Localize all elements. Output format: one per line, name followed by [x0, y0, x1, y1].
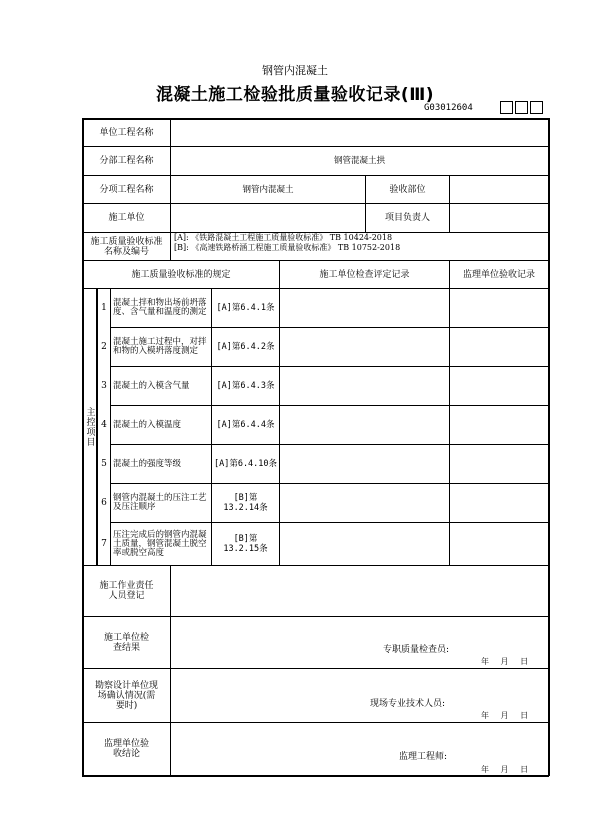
document-subtitle: 钢管内混凝土: [262, 64, 328, 77]
standard-values: [171, 233, 548, 260]
form-code: G03012604: [424, 103, 473, 113]
item-ref: [B]第13.2.14条: [223, 493, 268, 513]
code-box-3[interactable]: [530, 101, 543, 114]
supervisor-record-field[interactable]: [450, 445, 548, 483]
supervisor-record-field[interactable]: [450, 406, 548, 444]
item-ref: [A]第6.4.10条: [213, 459, 278, 469]
supervisor-record-field[interactable]: [450, 523, 548, 565]
unit-project-label: 单位工程名称: [99, 127, 154, 138]
standard-label-line-2: 名称及编号: [103, 246, 149, 257]
project-leader-label: 项目负责人: [384, 213, 430, 223]
construction-unit-label: 施工单位: [108, 213, 145, 223]
item-text: 混凝土的入模温度: [113, 420, 182, 430]
code-box-1[interactable]: [500, 101, 513, 114]
standard-label-line-1: 施工质量验收标准: [90, 236, 163, 247]
survey-signer-label: 现场专业技术人员:: [370, 699, 446, 709]
supervisor-record-field[interactable]: [450, 328, 548, 366]
standard-a: [A]: 《铁路混凝土工程施工质量验收标准》 TB 10424-2018: [174, 233, 393, 242]
construction-unit-field[interactable]: [171, 204, 365, 232]
standard-b: [B]: 《高速铁路桥涵工程施工质量验收标准》 TB 10752-2018: [174, 243, 401, 252]
worker-registration-label: 施工作业责任人员登记: [99, 581, 154, 601]
item-text: 压注完成后的钢管内混凝土质量，钢管混凝土脱空率或脱空高度: [113, 529, 207, 558]
item-no: 5: [101, 459, 107, 469]
contractor-date: 年 月 日: [481, 657, 529, 666]
subitem-field[interactable]: 钢管内混凝土: [242, 184, 294, 195]
item-no: 3: [101, 381, 107, 391]
contractor-record-field[interactable]: [280, 289, 449, 327]
acceptance-part-field[interactable]: [450, 176, 548, 203]
contractor-record-field[interactable]: [280, 367, 449, 405]
item-ref: [A]第6.4.2条: [216, 342, 275, 352]
item-text: 钢管内混凝土的压注工艺及压注顺序: [113, 493, 207, 512]
subitem-label: 分项工程名称: [99, 184, 154, 195]
contractor-record-field[interactable]: [280, 523, 449, 565]
item-ref: [A]第6.4.3条: [216, 381, 275, 391]
standard-label: [83, 233, 170, 260]
acceptance-part-label: 验收部位: [389, 184, 426, 195]
item-text: 混凝土施工过程中，对拌和物的入模坍落度测定: [113, 337, 207, 356]
contractor-record-field[interactable]: [280, 484, 449, 522]
column-header-spec: 施工质量验收标准的规定: [131, 269, 231, 280]
supervisor-conclusion-label: 监理单位验收结论: [103, 739, 149, 759]
column-header-contractor: 施工单位检查评定记录: [319, 269, 410, 280]
column-header-supervisor: 监理单位验收记录: [462, 269, 535, 280]
contractor-signer-label: 专职质量检查员:: [383, 645, 450, 655]
item-no: 2: [101, 342, 107, 352]
item-text: 混凝土拌和物出场前坍落度、含气量和温度的测定: [113, 298, 207, 317]
survey-design-label: 勘察设计单位现场确认情况(需要时): [95, 680, 159, 711]
division-label: 分部工程名称: [99, 156, 154, 166]
supervisor-signer-label: 监理工程师:: [399, 752, 448, 762]
code-box-2[interactable]: [515, 101, 528, 114]
contractor-result-label: 施工单位检查结果: [103, 632, 149, 653]
contractor-record-field[interactable]: [280, 328, 449, 366]
division-field[interactable]: 钢管混凝土拱: [333, 156, 385, 166]
project-leader-field[interactable]: [450, 204, 548, 232]
supervisor-record-field[interactable]: [450, 484, 548, 522]
survey-date: 年 月 日: [481, 711, 529, 720]
item-ref: [B]第13.2.15条: [223, 534, 268, 554]
supervisor-record-field[interactable]: [450, 367, 548, 405]
main-control-label: 主控项目: [84, 407, 95, 447]
item-no: 4: [101, 420, 107, 430]
supervisor-date: 年 月 日: [481, 765, 529, 774]
item-no: 1: [101, 303, 107, 313]
item-ref: [A]第6.4.4条: [216, 420, 275, 430]
contractor-record-field[interactable]: [280, 445, 449, 483]
document-title: 混凝土施工检验批质量验收记录(Ⅲ): [155, 85, 435, 105]
contractor-record-field[interactable]: [280, 406, 449, 444]
item-text: 混凝土的入模含气量: [113, 381, 190, 391]
supervisor-record-field[interactable]: [450, 289, 548, 327]
item-no: 6: [101, 498, 107, 508]
worker-registration-field[interactable]: [171, 566, 548, 616]
item-text: 混凝土的强度等级: [113, 459, 182, 469]
item-ref: [A]第6.4.1条: [216, 303, 275, 313]
unit-project-field[interactable]: [171, 119, 548, 146]
item-no: 7: [101, 539, 107, 549]
